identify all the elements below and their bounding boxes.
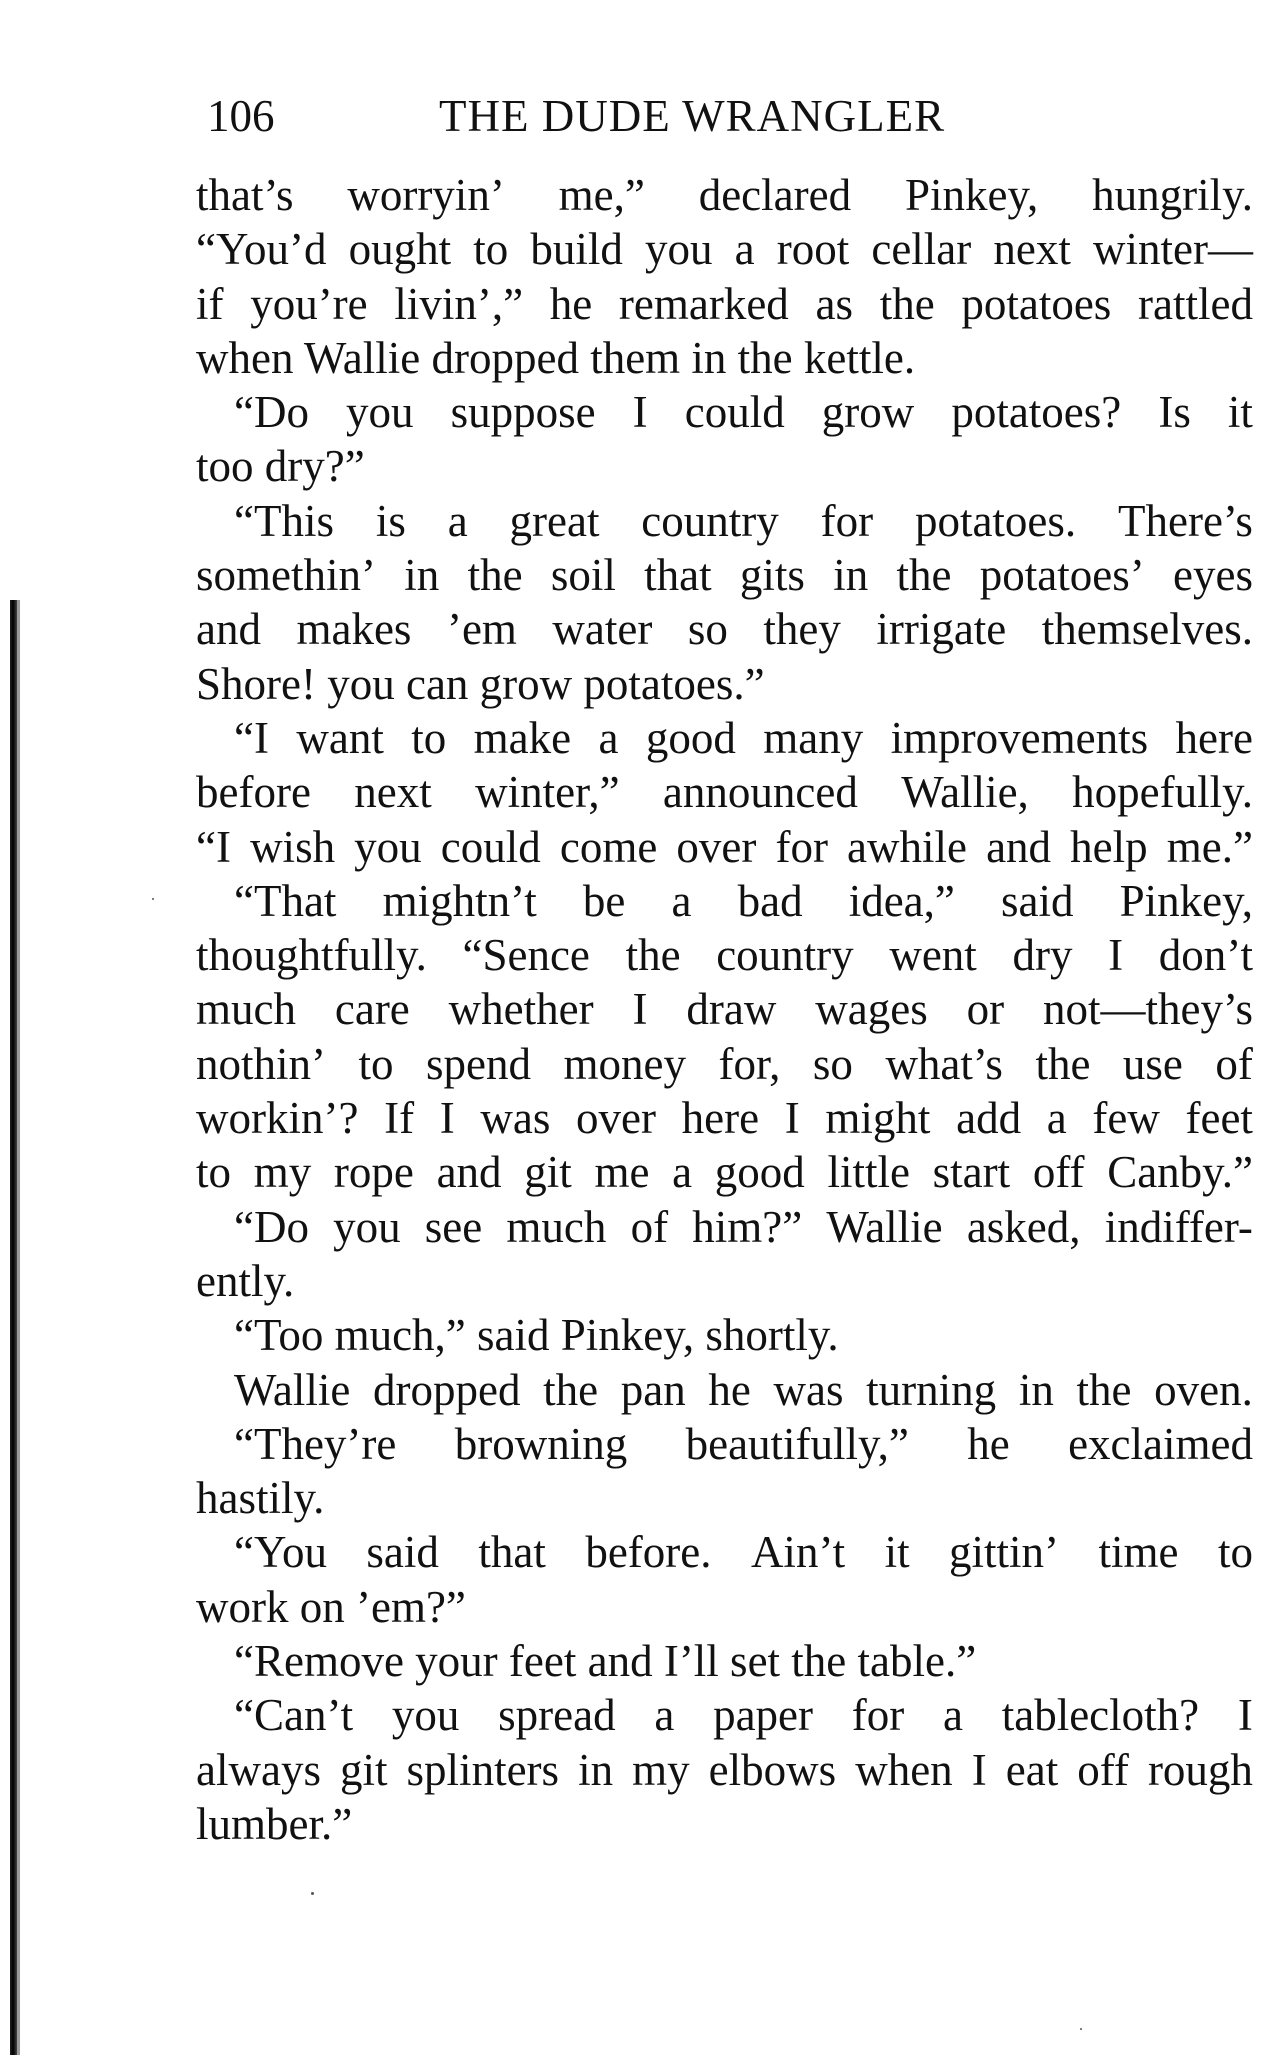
word: There’s	[1118, 495, 1253, 546]
word: dropped	[372, 1364, 521, 1415]
word: cellar	[871, 224, 972, 275]
word: gits	[739, 550, 805, 601]
text-line	[196, 548, 1253, 602]
word: don’t	[1158, 930, 1253, 981]
word: asked,	[966, 1201, 1081, 1252]
word: wages	[815, 984, 928, 1035]
word: awhile	[847, 821, 967, 872]
text-line	[196, 1417, 1253, 1471]
word: Wallie	[234, 1364, 351, 1415]
text-line	[196, 820, 1253, 874]
word: he	[708, 1364, 751, 1415]
word: you	[354, 821, 422, 872]
word: “I	[234, 712, 269, 763]
text-line: hastily.	[196, 1473, 325, 1524]
word: a	[671, 875, 692, 926]
word: add	[956, 1093, 1022, 1144]
word: start	[932, 1147, 1011, 1198]
text-line	[196, 874, 1253, 928]
word: a	[654, 1690, 675, 1741]
word: so	[812, 1038, 853, 1089]
word: he	[549, 278, 593, 329]
word: grow	[821, 387, 915, 438]
word: off	[1077, 1744, 1129, 1795]
word: that	[478, 1527, 546, 1578]
word: suppose	[450, 387, 596, 438]
word: “You’d	[196, 224, 327, 275]
word: always	[196, 1744, 321, 1795]
page-binding-shadow	[17, 600, 20, 2055]
word: Is	[1158, 387, 1191, 438]
word: rope	[333, 1147, 414, 1198]
word: Canby.”	[1107, 1147, 1253, 1198]
text-line: Shore! you can grow potatoes.”	[196, 658, 765, 709]
word: me,”	[558, 170, 645, 220]
word: “They’re	[234, 1418, 397, 1469]
word: worryin’	[347, 170, 505, 220]
word: I	[971, 1744, 987, 1795]
word: the	[1076, 1364, 1132, 1415]
word: good	[645, 712, 736, 763]
word: “You	[234, 1527, 327, 1578]
text-line	[196, 1743, 1253, 1797]
word: it	[884, 1527, 910, 1578]
text-line	[196, 1200, 1253, 1254]
word: ought	[348, 224, 452, 275]
word: want	[296, 712, 384, 763]
word: Wallie,	[901, 767, 1029, 818]
word: “That	[234, 875, 337, 926]
text-line	[196, 222, 1253, 276]
word: you	[346, 387, 414, 438]
word: over	[576, 1093, 657, 1144]
word: before.	[585, 1527, 712, 1578]
word: potatoes’	[979, 550, 1145, 601]
word: I	[439, 1093, 455, 1144]
word: oven.	[1154, 1364, 1253, 1415]
word: Wallie	[826, 1201, 943, 1252]
word: wish	[250, 821, 336, 872]
word: potatoes.	[914, 495, 1077, 546]
word: him?”	[692, 1201, 803, 1252]
word: to	[473, 224, 509, 275]
word: build	[530, 224, 623, 275]
text-line: too dry?”	[196, 441, 365, 492]
word: he	[967, 1418, 1010, 1469]
text-line: “Remove your feet and I’ll set the table.”	[234, 1636, 977, 1687]
text-line	[196, 1145, 1253, 1199]
word: for	[851, 1690, 905, 1741]
word: workin’?	[196, 1093, 359, 1144]
word: in	[1018, 1364, 1054, 1415]
word: over	[676, 821, 757, 872]
text-line	[196, 494, 1253, 548]
word: draw	[686, 984, 777, 1035]
word: a	[1046, 1093, 1067, 1144]
word: for,	[718, 1038, 781, 1089]
word: potatoes?	[951, 387, 1122, 438]
word: you	[391, 1690, 460, 1741]
word: few	[1092, 1093, 1160, 1144]
word: it	[1227, 387, 1253, 438]
word: next	[993, 224, 1071, 275]
word: the	[543, 1364, 599, 1415]
word: a	[943, 1690, 963, 1741]
word: turning	[866, 1364, 997, 1415]
text-line: lumber.”	[196, 1798, 353, 1849]
text-line	[196, 1363, 1253, 1417]
word: themselves.	[1041, 604, 1253, 655]
word: that’s	[196, 170, 294, 220]
print-speck	[152, 898, 154, 900]
word: many	[763, 712, 864, 763]
word: if	[196, 278, 224, 329]
word: a	[734, 224, 755, 275]
word: makes	[296, 604, 412, 655]
word: was	[773, 1364, 844, 1415]
text-line	[196, 602, 1253, 656]
word: If	[384, 1093, 415, 1144]
word: little	[827, 1147, 910, 1198]
word: when	[855, 1744, 953, 1795]
word: so	[687, 604, 728, 655]
word: country	[641, 495, 779, 546]
word: my	[632, 1744, 690, 1795]
word: declared	[698, 170, 852, 220]
word: or	[966, 984, 1005, 1035]
word: here	[681, 1093, 760, 1144]
word: for	[820, 495, 874, 546]
word: you	[645, 224, 713, 275]
word: could	[684, 387, 785, 438]
word: root	[776, 224, 850, 275]
word: time	[1098, 1527, 1179, 1578]
word: elbows	[708, 1744, 837, 1795]
word: spend	[426, 1038, 532, 1089]
word: a	[598, 712, 619, 763]
word: they	[763, 604, 841, 655]
word: I	[1237, 1690, 1253, 1741]
text-line	[196, 1688, 1253, 1742]
word: that	[644, 550, 712, 601]
word: not—they’s	[1043, 984, 1253, 1035]
word: come	[559, 821, 658, 872]
word: of	[1215, 1038, 1253, 1089]
word: soil	[550, 550, 616, 601]
word: rough	[1147, 1744, 1253, 1795]
word: of	[630, 1201, 669, 1252]
text-line	[196, 1037, 1253, 1091]
word: the	[625, 930, 681, 981]
word: thoughtfully.	[196, 930, 427, 981]
word: care	[334, 984, 410, 1035]
word: use	[1122, 1038, 1183, 1089]
word: me	[594, 1147, 650, 1198]
word: Pinkey,	[1119, 875, 1253, 926]
word: my	[253, 1147, 312, 1198]
word: “Sence	[462, 930, 590, 981]
word: Ain’t	[750, 1527, 846, 1578]
word: dry	[1012, 930, 1073, 981]
word: could	[440, 821, 541, 872]
word: “I	[196, 821, 231, 872]
word: tablecloth?	[1001, 1690, 1200, 1741]
word: improvements	[890, 712, 1149, 763]
word: browning	[454, 1418, 628, 1469]
word: in	[404, 550, 440, 601]
word: rattled	[1138, 278, 1253, 329]
word: I	[1108, 930, 1124, 981]
word: git	[524, 1147, 572, 1198]
text-line: “Too much,” said Pinkey, shortly.	[234, 1310, 839, 1361]
word: much	[506, 1201, 607, 1252]
book-title: THE DUDE WRANGLER	[439, 91, 946, 141]
word: irrigate	[876, 604, 1007, 655]
word: indiffer-	[1104, 1201, 1253, 1252]
word: ’em	[446, 604, 517, 655]
text-line: when Wallie dropped them in the kettle.	[196, 332, 916, 383]
word: in	[578, 1744, 614, 1795]
text-line	[196, 711, 1253, 765]
word: the	[1035, 1038, 1091, 1089]
word: “This	[234, 495, 334, 546]
word: help	[1070, 821, 1148, 872]
word: off	[1032, 1147, 1085, 1198]
word: exclaimed	[1068, 1418, 1253, 1469]
word: beautifully,”	[685, 1418, 909, 1469]
word: a	[447, 495, 468, 546]
word: git	[340, 1744, 388, 1795]
word: next	[354, 767, 432, 818]
text-line	[196, 168, 1253, 222]
text-line	[196, 277, 1253, 331]
word: for	[775, 821, 828, 872]
word: a	[672, 1147, 693, 1198]
word: as	[815, 278, 853, 329]
text-line	[196, 982, 1253, 1036]
running-head	[207, 88, 1027, 144]
word: make	[473, 712, 572, 763]
print-speck	[1080, 2028, 1082, 2030]
word: me.”	[1166, 821, 1253, 872]
word: livin’,”	[394, 278, 524, 329]
page-text	[196, 168, 1253, 1851]
word: and	[436, 1147, 502, 1198]
word: nothin’	[196, 1038, 326, 1089]
word: “Do	[234, 1201, 309, 1252]
word: potatoes	[961, 278, 1112, 329]
word: much	[196, 984, 296, 1035]
page-binding-edge	[10, 600, 17, 2055]
word: winter—	[1093, 224, 1253, 275]
word: eat	[1005, 1744, 1059, 1795]
word: in	[833, 550, 869, 601]
word: paper	[713, 1690, 814, 1741]
word: to	[196, 1147, 232, 1198]
word: announced	[662, 767, 858, 818]
word: spread	[498, 1690, 616, 1741]
text-line	[196, 765, 1253, 819]
word: eyes	[1173, 550, 1253, 601]
word: splinters	[406, 1744, 560, 1795]
word: went	[889, 930, 977, 981]
word: bad	[737, 875, 803, 926]
word: was	[480, 1093, 551, 1144]
word: great	[509, 495, 600, 546]
text-line: ently.	[196, 1255, 295, 1306]
word: the	[896, 550, 952, 601]
word: to	[1217, 1527, 1253, 1578]
word: remarked	[618, 278, 789, 329]
word: the	[879, 278, 935, 329]
word: whether	[448, 984, 594, 1035]
word: winter,”	[475, 767, 620, 818]
word: “Do	[234, 387, 309, 438]
word: the	[467, 550, 523, 601]
word: here	[1175, 712, 1253, 763]
word: pan	[620, 1364, 686, 1415]
word: hopefully.	[1072, 767, 1253, 818]
word: and	[986, 821, 1052, 872]
word: hungrily.	[1092, 170, 1253, 220]
word: before	[196, 767, 311, 818]
word: I	[784, 1093, 800, 1144]
word: country	[716, 930, 854, 981]
word: is	[375, 495, 406, 546]
word: idea,”	[848, 875, 955, 926]
word: to	[358, 1038, 394, 1089]
word: might	[825, 1093, 931, 1144]
word: feet	[1185, 1093, 1253, 1144]
word: and	[196, 604, 261, 655]
word: money	[563, 1038, 686, 1089]
page-number: 106	[207, 91, 275, 141]
text-line: work on ’em?”	[196, 1581, 466, 1632]
word: said	[1001, 875, 1074, 926]
text-line	[196, 1091, 1253, 1145]
word: somethin’	[196, 550, 376, 601]
word: you	[333, 1201, 401, 1252]
print-speck	[311, 1892, 314, 1895]
text-line	[196, 385, 1253, 439]
word: to	[411, 712, 447, 763]
word: what’s	[885, 1038, 1003, 1089]
word: mightn’t	[382, 875, 537, 926]
word: water	[552, 604, 653, 655]
word: I	[632, 984, 648, 1035]
word: good	[714, 1147, 805, 1198]
word: Pinkey,	[904, 170, 1039, 220]
word: be	[582, 875, 626, 926]
word: you’re	[250, 278, 368, 329]
text-line	[196, 1525, 1253, 1579]
word: gittin’	[949, 1527, 1060, 1578]
word: “Can’t	[234, 1690, 354, 1741]
text-line	[196, 928, 1253, 982]
word: see	[424, 1201, 483, 1252]
word: I	[632, 387, 648, 438]
word: said	[366, 1527, 439, 1578]
